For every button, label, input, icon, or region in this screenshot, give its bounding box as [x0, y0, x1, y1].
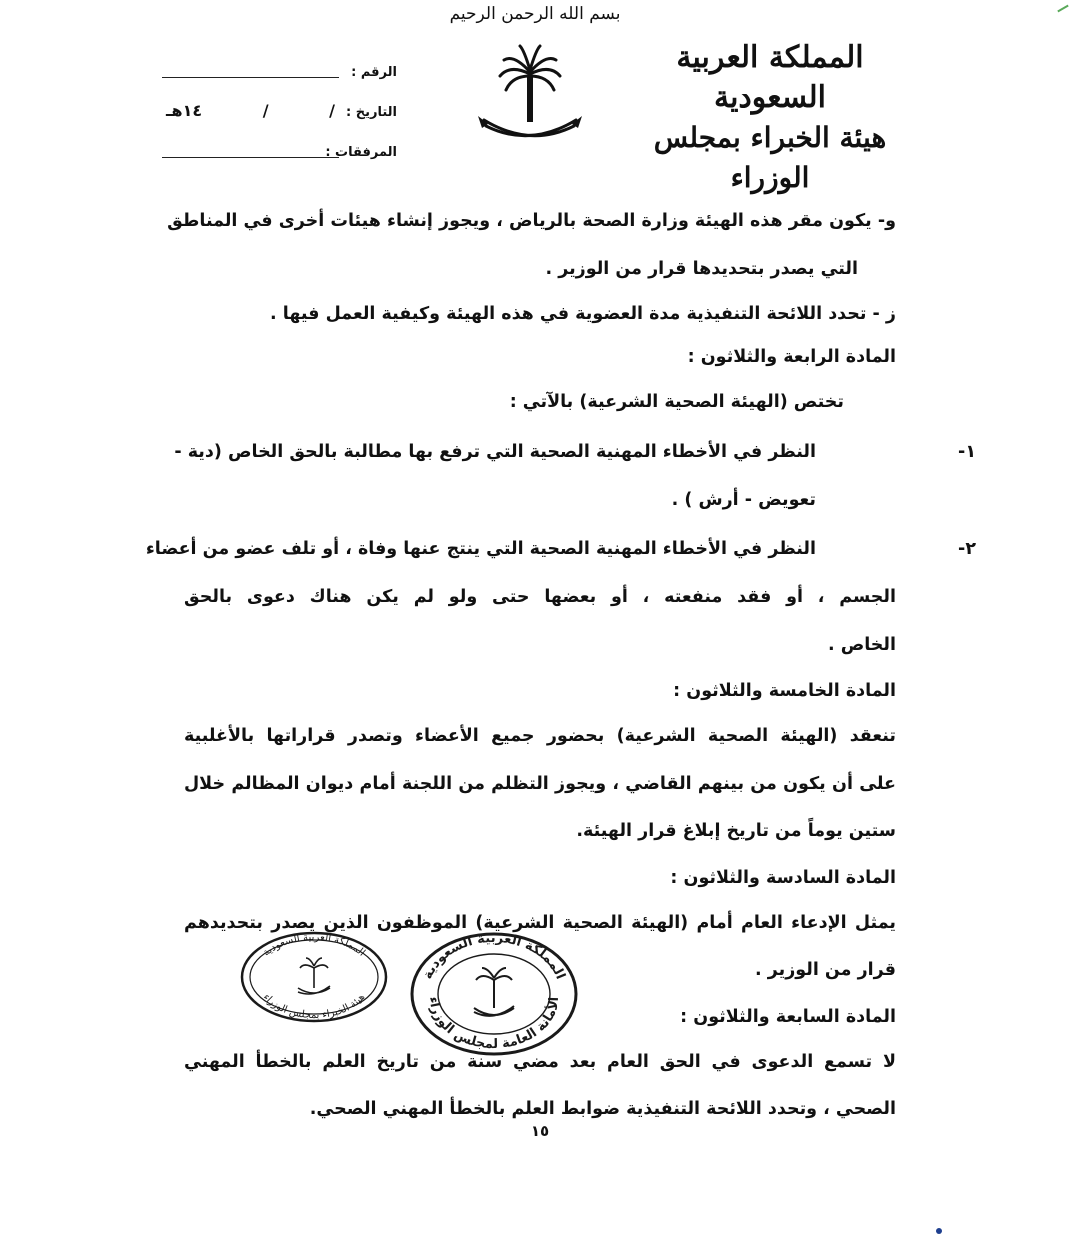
body-line: قرار من الوزير . — [755, 960, 896, 980]
attachments-line — [162, 143, 339, 158]
svg-text:المملكة العربية السعودية — [420, 931, 567, 982]
body-line: التي يصدر بتحديدها قرار من الوزير . — [545, 258, 858, 279]
attachments-label: المرفقات : — [325, 145, 397, 160]
article-heading: المادة الخامسة والثلاثون : — [673, 681, 896, 701]
body-line: تختص (الهيئة الصحية الشرعية) بالآتي : — [509, 392, 844, 412]
date-slots: / / ١٤هـ — [166, 101, 335, 120]
item-number: ٢- — [958, 539, 976, 559]
item-number: ١- — [958, 441, 976, 462]
article-heading: المادة الرابعة والثلاثون : — [687, 347, 896, 367]
page-number: ١٥ — [530, 1122, 550, 1140]
body-line: و- يكون مقر هذه الهيئة وزارة الصحة بالرياض ، ويجوز إنشاء هيئات أخرى في المناطق — [167, 211, 896, 231]
list-item — [145, 524, 976, 574]
stamp-left-bottom-text: هيئة الخبراء بمجلس الوزراء — [260, 991, 368, 1022]
official-stamp-left — [238, 930, 390, 1025]
attachments-row — [162, 120, 397, 160]
date-suffix: ١٤هـ — [166, 101, 203, 120]
ink-mark — [936, 1228, 942, 1234]
date-row — [162, 80, 397, 120]
reference-block — [162, 40, 397, 160]
stamp-right-top-text: المملكة العربية السعودية — [420, 930, 568, 982]
body-line: على أن يكون من بينهم القاضي ، ويجوز التظلم من اللجنة أمام ديوان المظالم خلال — [184, 773, 896, 794]
body-line: النظر في الأخطاء المهنية الصحية التي ينتج عنها وفاة ، أو تلف عضو من أعضاء — [145, 539, 816, 559]
body-line: لا تسمع الدعوى في الحق العام بعد مضي سنة من تاريخ العلم بالخطأ المهني — [184, 1051, 896, 1072]
official-stamp-right — [408, 930, 580, 1058]
org-name-authority: هيئة الخبراء بمجلس الوزراء — [653, 121, 887, 194]
body-line: تنعقد (الهيئة الصحية الشرعية) بحضور جميع الأعضاء وتصدر قراراتها بالأغلبية — [184, 726, 896, 746]
list-item — [174, 427, 976, 477]
stamp-right-bottom-text: الأمانة العامة لمجلس الوزراء — [425, 996, 563, 1053]
body-line: الصحي ، وتحدد اللائحة التنفيذية ضوابط العلم بالخطأ المهني الصحي. — [309, 1099, 896, 1119]
body-line: ز - تحدد اللائحة التنفيذية مدة العضوية في هذه الهيئة وكيفية العمل فيها . — [270, 304, 896, 324]
body-line: يمثل الإدعاء العام أمام (الهيئة الصحية الشرعية) الموظفون الذين يصدر بتحديدهم — [184, 912, 896, 933]
reference-label: الرقم : — [351, 65, 397, 80]
org-name-country: المملكة العربية السعودية — [676, 40, 864, 115]
reference-line — [162, 63, 339, 78]
basmala: بسم الله الرحمن الرحيم — [449, 4, 621, 24]
reference-row — [162, 40, 397, 80]
corner-mark — [1053, 0, 1068, 12]
saudi-emblem-icon — [470, 36, 590, 156]
article-heading: المادة السادسة والثلاثون : — [670, 867, 896, 888]
stamp-left-top-text: المملكة العربية السعودية — [261, 931, 367, 959]
svg-text:هيئة الخبراء بمجلس الوزراء — [261, 992, 368, 1021]
svg-text:المملكة العربية السعودية — [261, 932, 367, 959]
body-line: الجسم ، أو فقد منفعته ، أو بعضها حتى ولو لم يكن هناك دعوى بالحق — [184, 587, 896, 607]
article-heading: المادة السابعة والثلاثون : — [680, 1006, 896, 1027]
body-line: تعويض - أرش ) . — [671, 489, 816, 510]
body-line: النظر في الأخطاء المهنية الصحية التي ترفع بها مطالبة بالحق الخاص (دية - — [174, 441, 816, 462]
date-label: التاريخ : — [346, 105, 397, 120]
body-line: ستين يوماً من تاريخ إبلاغ قرار الهيئة. — [576, 821, 896, 841]
organization-header — [625, 38, 915, 198]
body-line: الخاص . — [827, 634, 896, 655]
